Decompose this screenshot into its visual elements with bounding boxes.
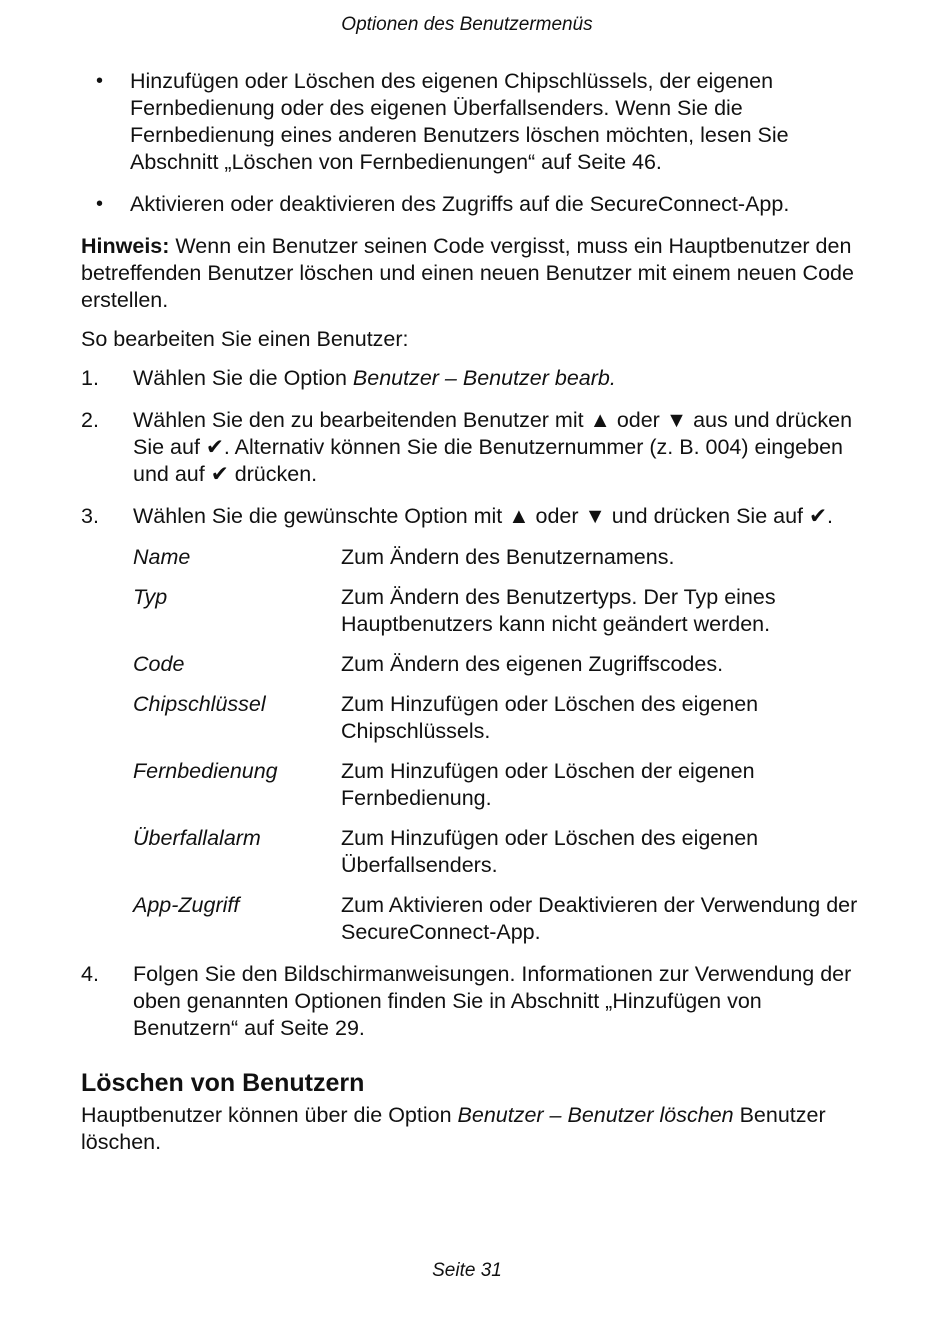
step-4	[81, 961, 861, 1042]
step-text: Wählen Sie den zu bearbeitenden Benutzer mit ▲ oder ▼ aus und drücken Sie auf ✔. Alternativ können Sie die Benutzernummer (z. B. 004) eingeben und auf ✔ drücken.	[133, 408, 853, 486]
option-row	[133, 584, 861, 638]
option-row	[133, 758, 861, 812]
bullet-icon: •	[96, 193, 104, 215]
option-name: Fernbedienung	[133, 759, 278, 783]
bullet-icon: •	[96, 70, 104, 92]
option-name: Name	[133, 545, 191, 569]
step-number: 3.	[81, 504, 99, 528]
option-row	[133, 892, 861, 946]
step-1	[81, 365, 861, 392]
option-name: Typ	[133, 585, 168, 609]
bullet-list	[81, 68, 861, 218]
option-name: Chipschlüssel	[133, 692, 266, 716]
bullet-item	[81, 191, 861, 218]
step-number: 2.	[81, 408, 99, 432]
option-row	[133, 691, 861, 745]
step-number: 1.	[81, 366, 99, 390]
option-name: Überfallalarm	[133, 826, 261, 850]
section-text: Hauptbenutzer können über die Option	[81, 1103, 458, 1127]
step-number: 4.	[81, 962, 99, 986]
option-name: App-Zugriff	[133, 893, 240, 917]
running-header: Optionen des Benutzermenüs	[341, 14, 593, 35]
menu-path: Benutzer – Benutzer bearb.	[352, 366, 616, 390]
bullet-item	[81, 68, 861, 176]
steps-intro: So bearbeiten Sie einen Benutzer:	[81, 327, 409, 351]
option-row	[133, 651, 861, 678]
page-number: Seite 31	[432, 1260, 502, 1281]
option-description: Zum Aktivieren oder Deaktivieren der Verwendung der SecureConnect-App.	[341, 893, 858, 944]
section-text: Benutzer löschen.	[81, 1103, 826, 1154]
note-label: Hinweis:	[81, 234, 170, 258]
option-description: Zum Ändern des Benutzernamens.	[341, 545, 675, 569]
options-table	[133, 544, 861, 946]
note-paragraph	[81, 233, 861, 314]
step-text: Wählen Sie die Option	[133, 366, 353, 390]
option-row	[133, 544, 861, 571]
section-paragraph	[81, 1102, 861, 1156]
step-2	[81, 407, 861, 488]
page-content	[81, 68, 861, 1168]
step-text: Folgen Sie den Bildschirmanweisungen. Informationen zur Verwendung der oben genannten Optionen finden Sie in Abschnitt „Hinzufügen von Benutzern“ auf Seite 29.	[133, 962, 852, 1040]
option-description: Zum Hinzufügen oder Löschen des eigenen Überfallsenders.	[341, 826, 759, 877]
step-text: Wählen Sie die gewünschte Option mit ▲ oder ▼ und drücken Sie auf ✔.	[133, 504, 833, 528]
option-description: Zum Hinzufügen oder Löschen der eigenen Fernbedienung.	[341, 759, 755, 810]
steps-list	[81, 365, 861, 1042]
bullet-text: Aktivieren oder deaktivieren des Zugriffs auf die SecureConnect-App.	[130, 192, 790, 216]
option-row	[133, 825, 861, 879]
option-description: Zum Ändern des Benutzertyps. Der Typ eines Hauptbenutzers kann nicht geändert werden.	[341, 585, 776, 636]
step-3	[81, 503, 861, 946]
option-description: Zum Ändern des eigenen Zugriffscodes.	[341, 652, 724, 676]
menu-path: Benutzer – Benutzer löschen	[457, 1103, 734, 1127]
note-text: Wenn ein Benutzer seinen Code vergisst, muss ein Hauptbenutzer den betreffenden Benutzer löschen und einen neuen Benutzer mit einem neuen Code erstellen.	[81, 234, 854, 312]
section-heading: Löschen von Benutzern	[81, 1069, 365, 1097]
option-description: Zum Hinzufügen oder Löschen des eigenen Chipschlüssels.	[341, 692, 759, 743]
option-name: Code	[133, 652, 185, 676]
bullet-text: Hinzufügen oder Löschen des eigenen Chipschlüssels, der eigenen Fernbedienung oder des eigenen Überfallsenders. Wenn Sie die Fernbedienung eines anderen Benutzers löschen möchten, lesen Sie Abschnitt „Löschen von Fernbedienungen“ auf Seite 46.	[130, 69, 789, 174]
